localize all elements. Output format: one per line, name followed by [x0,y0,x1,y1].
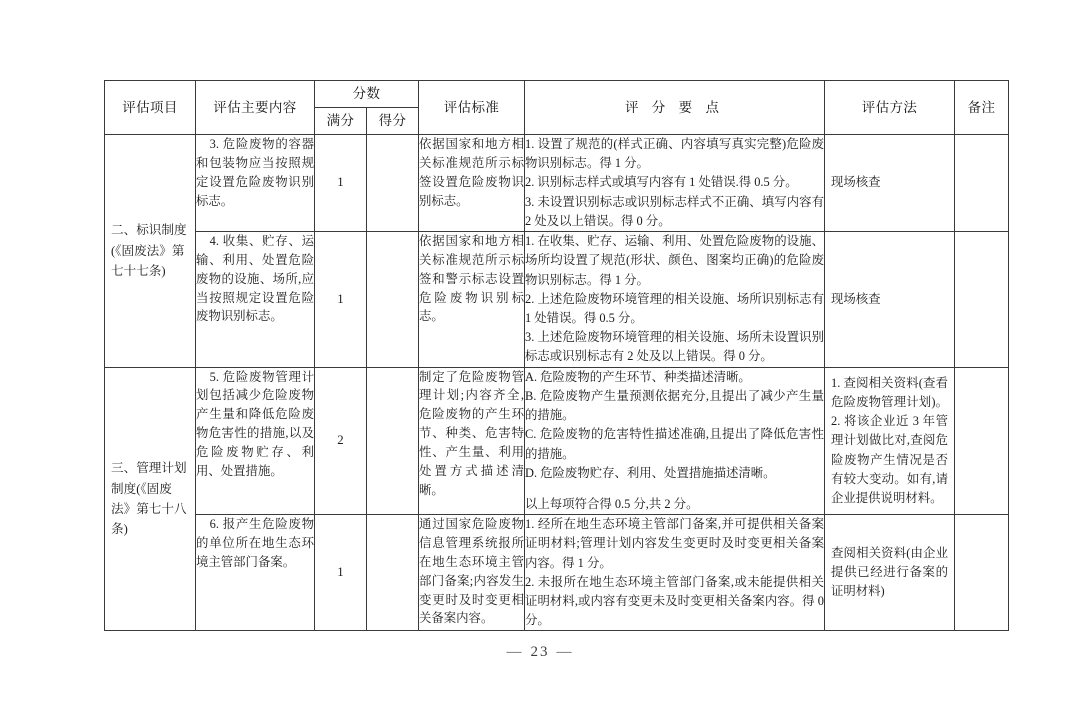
row-standard-6: 通过国家危险废物信息管理系统报所在地生态环境主管部门备案;内容发生变更时及时变更相关备案内容。 [419,515,525,631]
column-header-score-group: 分数 [315,81,419,108]
row-content-4: 4. 收集、贮存、运输、利用、处置危险废物的设施、场所,应当按照规定设置危险废物识别标志。 [196,232,315,368]
page-number: 23 [530,644,550,660]
column-header-content: 评估主要内容 [196,81,315,135]
point-line: 3. 未设置识别标志或识别标志样式不正确、填写内容有 2 处及以上错误。得 0 分。 [525,194,824,228]
point-line: C. 危险废物的危害特性描述准确,且提出了降低危害性的措施。 [525,427,824,461]
row-content-5: 5. 危险废物管理计划包括减少危险废物产生量和降低危险废物危害性的措施,以及危险废物贮存、利用、处置措施。 [196,367,315,515]
page-marker-left: — [506,644,524,660]
row-got-score-4[interactable] [367,232,419,368]
row-got-score-5[interactable] [367,367,419,515]
column-header-standard: 评估标准 [419,81,525,135]
column-header-note: 备注 [955,81,1009,135]
point-line: B. 危险废物产生量预测依据充分,且提出了减少产生量的措施。 [525,388,824,423]
points-footer: 以上每项符合得 0.5 分,共 2 分。 [525,496,699,511]
table-row [105,515,1009,631]
point-line: 1. 在收集、贮存、运输、利用、处置危险废物的设施、场所均设置了规范(形状、颜色、图案均正确)的危险废物识别标志。得 1 分。 [525,234,824,287]
column-header-points: 评 分 要 点 [525,81,825,135]
row-content-6: 6. 报产生危险废物的单位所在地生态环境主管部门备案。 [196,515,315,631]
row-method-3: 现场核查 [825,135,955,232]
row-note-5 [955,367,1009,515]
point-line: 1. 经所在地生态环境主管部门备案,并可提供相关备案证明材料;管理计划内容发生变更时及时变更相关备案内容。得 1 分。 [525,517,824,570]
row-points-3 [525,135,825,232]
row-points-5 [525,367,825,515]
row-full-score-4: 1 [315,232,367,368]
row-points-4 [525,232,825,368]
row-got-score-6[interactable] [367,515,419,631]
table-row [105,367,1009,515]
table-row [105,232,1009,368]
row-full-score-6: 1 [315,515,367,631]
row-standard-3: 依据国家和地方相关标准规范所示标签设置危险废物识别标志。 [419,135,525,232]
row-full-score-5: 2 [315,367,367,515]
point-line: 1. 设置了规范的(样式正确、内容填写真实完整)危险废物识别标志。得 1 分。 [525,137,824,171]
column-header-got-score: 得分 [367,108,419,135]
row-full-score-3: 1 [315,135,367,232]
point-line: 2. 上述危险废物环境管理的相关设施、场所识别标志有 1 处错误。得 0.5 分。 [525,291,824,325]
row-got-score-3[interactable] [367,135,419,232]
row-content-3: 3. 危险废物的容器和包装物应当按照规定设置危险废物识别标志。 [196,135,315,232]
row-method-4: 现场核查 [825,232,955,368]
group-label-management-plan: 三、管理计划制度(《固废法》第七十八条) [105,367,196,631]
evaluation-table-wrapper [104,80,996,631]
point-line: A. 危险废物的产生环节、种类描述清晰。 [525,369,751,384]
row-note-3 [955,135,1009,232]
table-body [105,135,1009,631]
row-method-6: 查阅相关资料(由企业提供已经进行备案的证明材料) [825,515,955,631]
page-footer [0,644,1080,661]
column-header-full-score: 满分 [315,108,367,135]
page-marker-right: — [556,644,574,660]
group-label-standard-system: 二、标识制度(《固废法》第七十七条) [105,135,196,368]
point-line: 2. 识别标志样式或填写内容有 1 处错误.得 0.5 分。 [525,175,798,190]
row-note-4 [955,232,1009,368]
point-line: 3. 上述危险废物环境管理的相关设施、场所未设置识别标志或识别标志有 2 处及以上错误。得 0 分。 [525,330,824,364]
row-method-5: 1. 查阅相关资料(查看危险废物管理计划)。2. 将该企业近 3 年管理计划做比对,查阅危险废物产生情况是否有较大变动。如有,请企业提供说明材料。 [825,367,955,515]
point-line: D. 危险废物贮存、利用、处置措施描述清晰。 [525,465,776,480]
row-standard-5: 制定了危险废物管理计划;内容齐全,危险废物的产生环节、种类、危害特性、产生量、利用处置方式描述清晰。 [419,367,525,515]
column-header-method: 评估方法 [825,81,955,135]
point-line: 2. 未报所在地生态环境主管部门备案,或未能提供相关证明材料,或内容有变更未及时变更相关备案内容。得 0 分。 [525,574,824,628]
column-header-item: 评估项目 [105,81,196,135]
row-note-6 [955,515,1009,631]
row-standard-4: 依据国家和地方相关标准规范所示标签和警示标志设置危险废物识别标志。 [419,232,525,368]
evaluation-table [104,80,1009,631]
table-header [105,81,1009,135]
row-points-6 [525,515,825,631]
table-header-row-1 [105,81,1009,108]
table-row [105,135,1009,232]
